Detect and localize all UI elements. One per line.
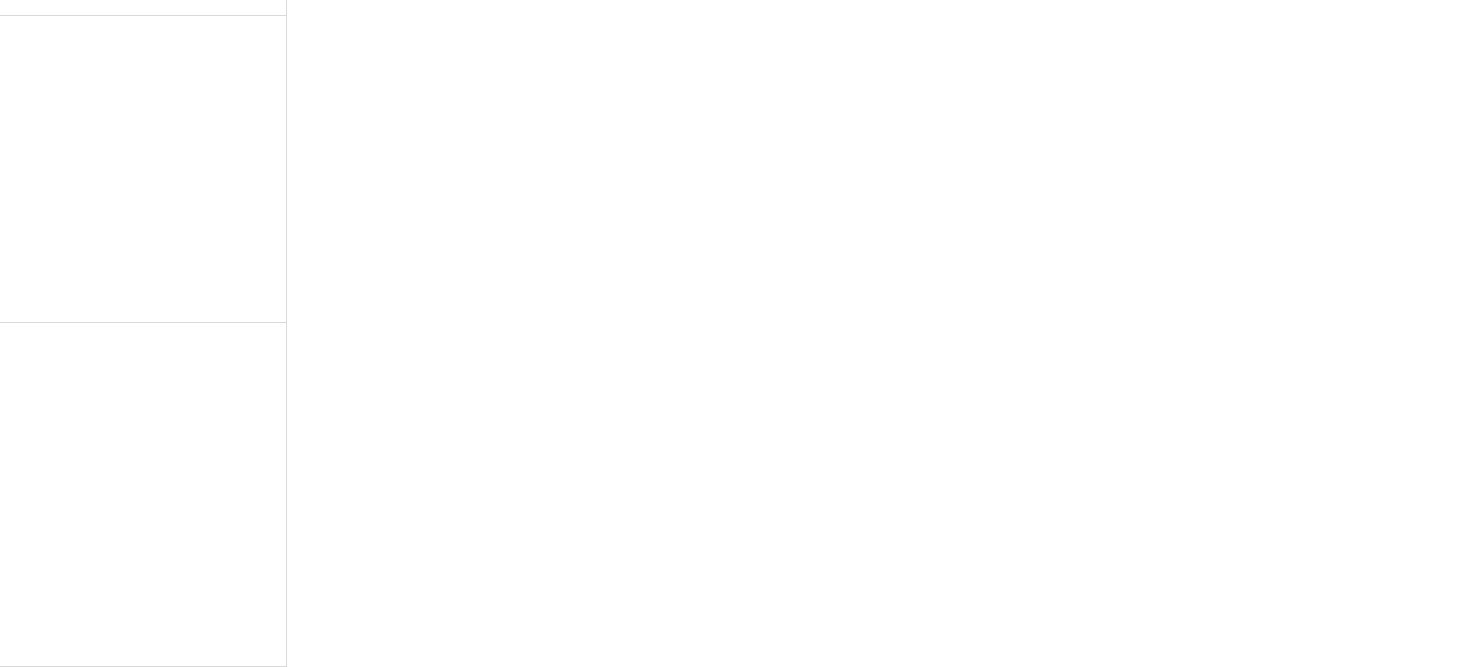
header-row — [0, 0, 1460, 16]
top15-row — [0, 16, 1460, 323]
top15-row-label — [0, 16, 286, 323]
injured-label-line3 — [0, 495, 286, 515]
injured-row-label — [0, 323, 286, 667]
injured-label-line2 — [0, 475, 286, 495]
injured-row — [0, 323, 1460, 667]
injured-label-line4 — [0, 515, 286, 535]
injured-label-line1 — [0, 455, 286, 475]
header-empty-cell — [0, 0, 286, 16]
